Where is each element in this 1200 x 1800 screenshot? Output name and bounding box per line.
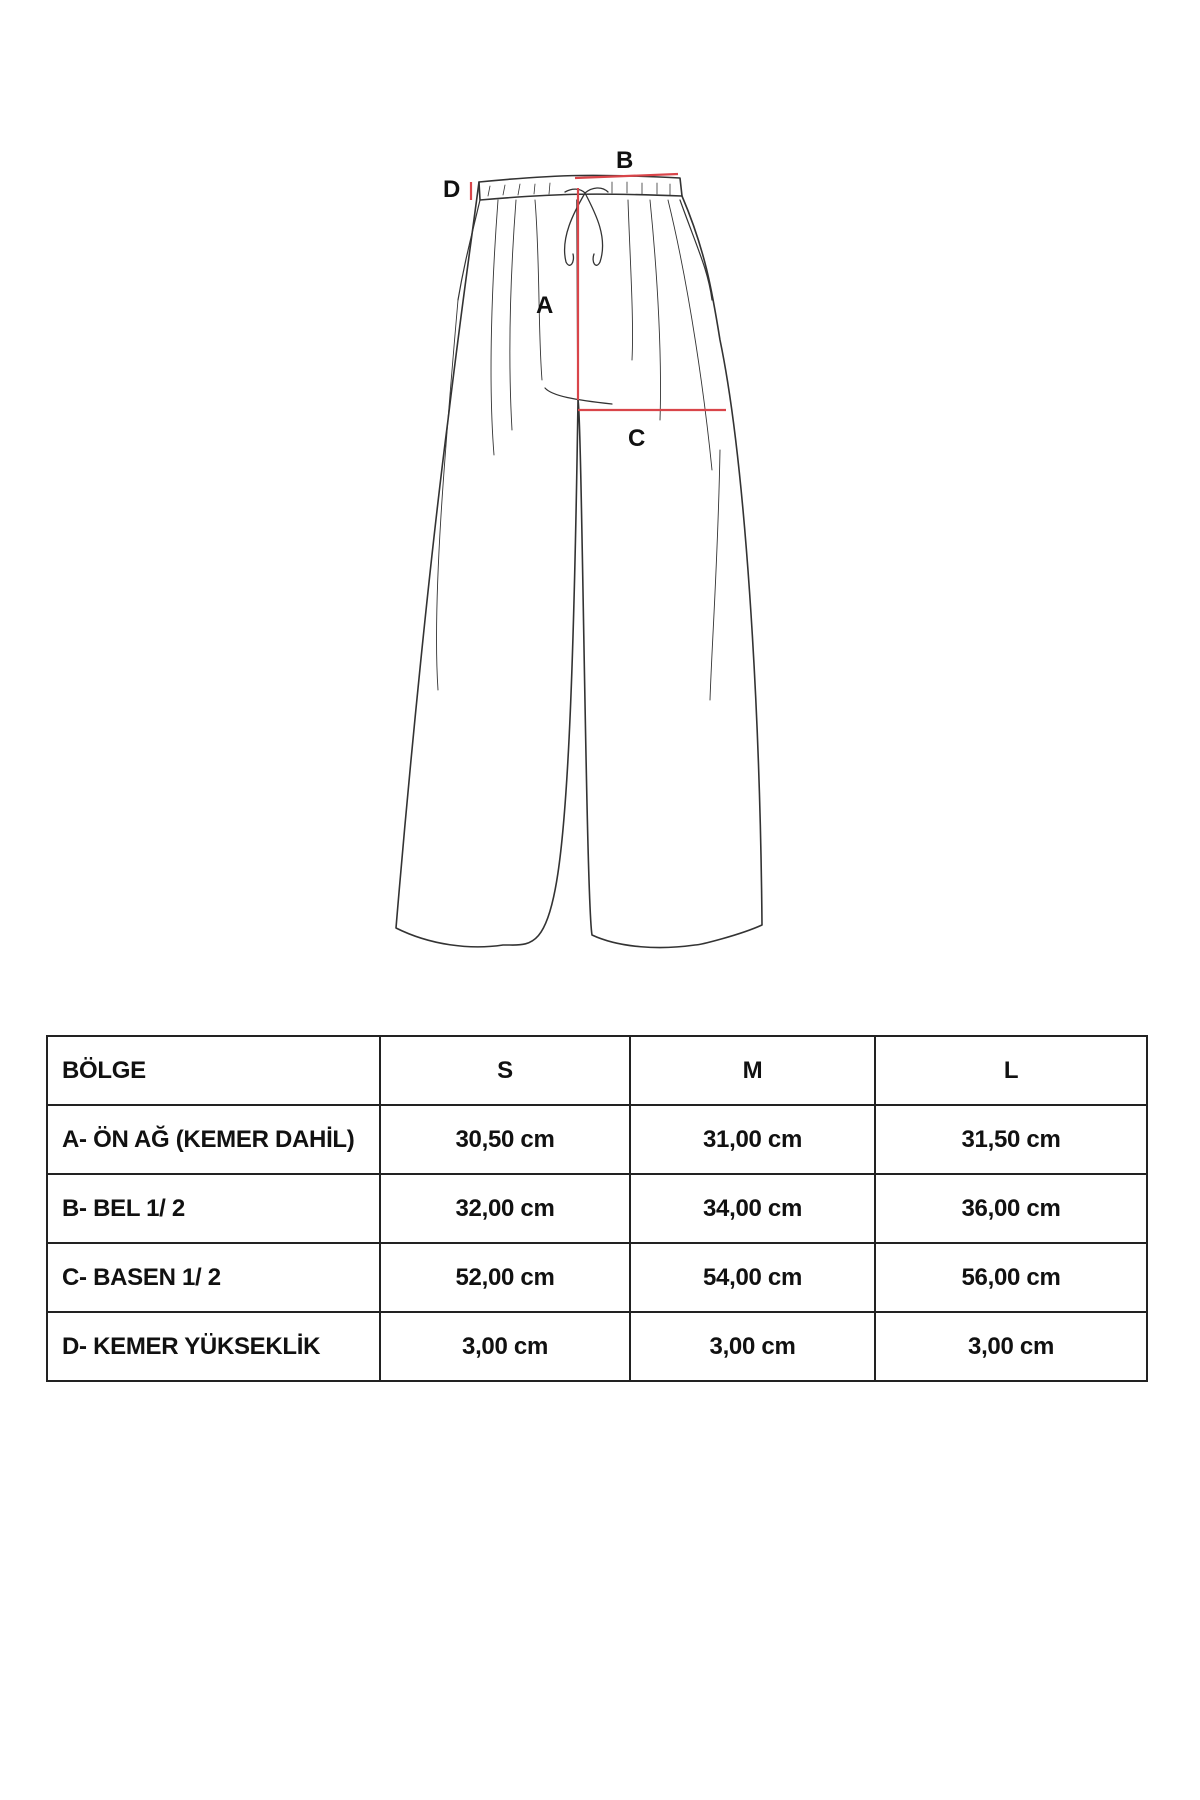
cell-m: 31,00 cm (630, 1105, 875, 1174)
cell-s: 30,50 cm (380, 1105, 630, 1174)
header-size-m: M (630, 1036, 875, 1105)
table-row (47, 1312, 1147, 1381)
row-region: A- ÖN AĞ (KEMER DAHİL) (47, 1105, 380, 1174)
row-region: C- BASEN 1/ 2 (47, 1243, 380, 1312)
label-c: C (628, 425, 646, 452)
row-region: D- KEMER YÜKSEKLİK (47, 1312, 380, 1381)
table-header-row (47, 1036, 1147, 1105)
table-row (47, 1243, 1147, 1312)
cell-s: 52,00 cm (380, 1243, 630, 1312)
cell-l: 36,00 cm (875, 1174, 1147, 1243)
row-region: B- BEL 1/ 2 (47, 1174, 380, 1243)
header-size-s: S (380, 1036, 630, 1105)
header-size-l: L (875, 1036, 1147, 1105)
cell-m: 34,00 cm (630, 1174, 875, 1243)
drawstring (565, 188, 608, 265)
cell-l: 56,00 cm (875, 1243, 1147, 1312)
cell-m: 54,00 cm (630, 1243, 875, 1312)
cell-l: 31,50 cm (875, 1105, 1147, 1174)
waistband-outline (479, 175, 682, 200)
pocket-left (458, 200, 480, 300)
cell-m: 3,00 cm (630, 1312, 875, 1381)
label-b: B (616, 147, 634, 174)
table-row (47, 1174, 1147, 1243)
cell-l: 3,00 cm (875, 1312, 1147, 1381)
pocket-right (680, 200, 712, 300)
cell-s: 3,00 cm (380, 1312, 630, 1381)
label-d: D (443, 176, 461, 203)
label-a: A (536, 292, 554, 319)
header-region: BÖLGE (47, 1036, 380, 1105)
size-chart-table (46, 1035, 1148, 1382)
table-row (47, 1105, 1147, 1174)
cell-s: 32,00 cm (380, 1174, 630, 1243)
